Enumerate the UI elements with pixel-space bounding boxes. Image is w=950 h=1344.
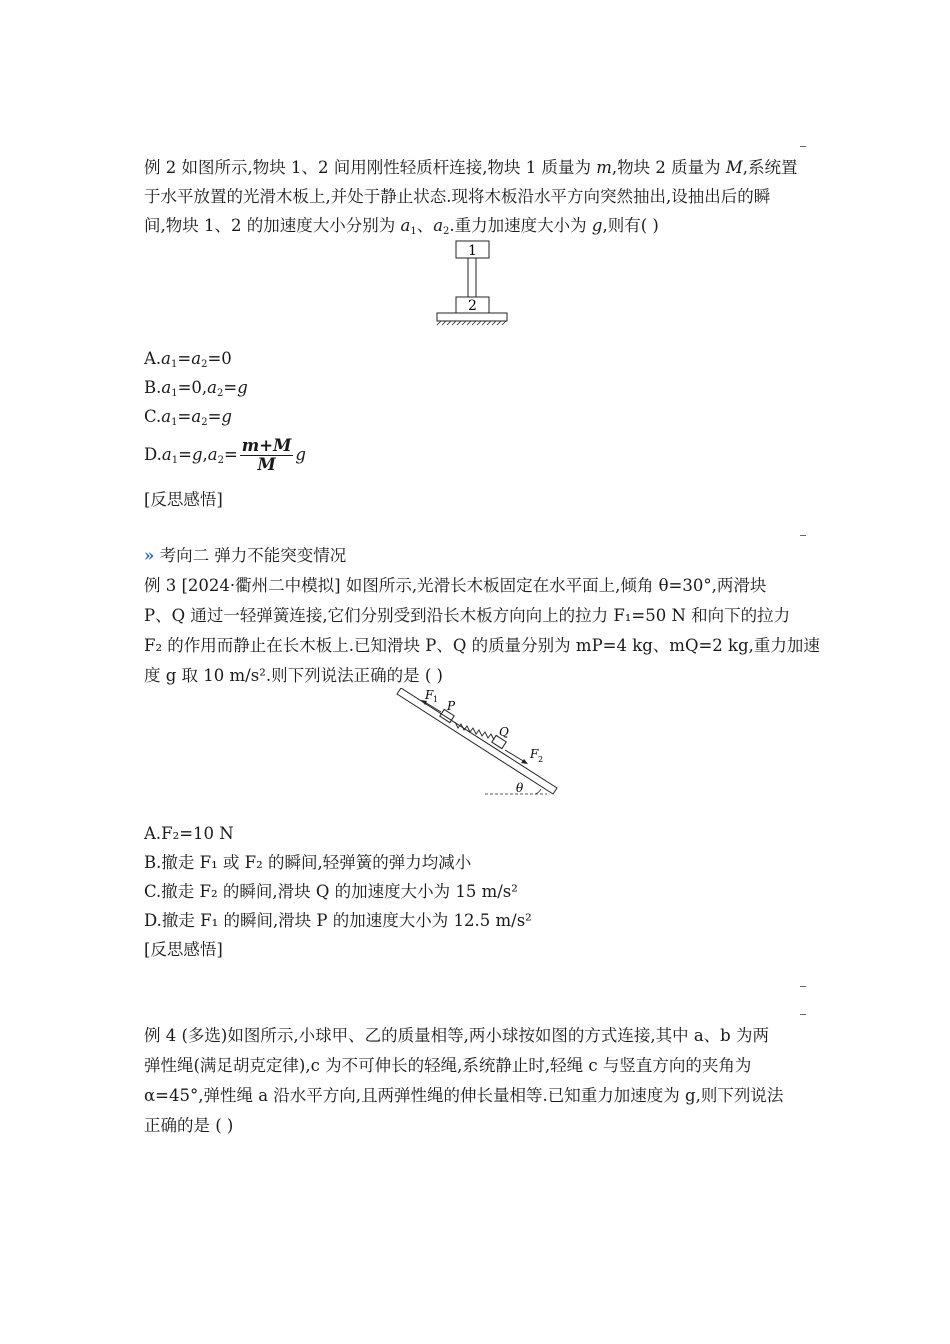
margin-mark: [800, 535, 806, 536]
fraction: $\frac{m+M}{M}$: [241, 436, 292, 474]
ex2-line-1: 例 2 如图所示,物块 1、2 间用刚性轻质杆连接,物块 1 质量为 m,物块 2 质量为 M,系统置: [144, 158, 798, 177]
double-chevron-icon: »: [144, 546, 155, 565]
f1-label: F: [425, 688, 434, 702]
ex3-option-b: B.撤走 F₁ 或 F₂ 的瞬间,轻弹簧的弹力均减小: [144, 853, 472, 872]
block-2-label: 2: [468, 298, 477, 314]
ex3-line-1: 例 3 [2024·衢州二中模拟] 如图所示,光滑长木板固定在水平面上,倾角 θ=30°,两滑块: [144, 576, 767, 595]
ex3-option-d: D.撤走 F₁ 的瞬间,滑块 P 的加速度大小为 12.5 m/s²: [144, 911, 532, 930]
svg-text:1: 1: [433, 695, 439, 704]
ex2-option-b: $B.a_1=0,a_2=g$: [144, 378, 248, 399]
blocks-rod-figure: [430, 240, 515, 330]
margin-mark: [800, 986, 806, 987]
ex4-line-3: α=45°,弹性绳 a 沿水平方向,且两弹性绳的伸长量相等.已知重力加速度为 g,则下列说法: [144, 1086, 784, 1105]
ex3-line-2: P、Q 通过一轻弹簧连接,它们分别受到沿长木板方向向上的拉力 F₁=50 N 和向下的拉力: [144, 606, 791, 625]
theta-label: θ: [516, 781, 524, 795]
incline-figure: [385, 688, 565, 803]
ex2-option-a: $A.a_1=a_2=0$: [144, 349, 232, 370]
ex2-line-3: 间,物块 1、2 的加速度大小分别为 $a_1$、$a_2$.重力加速度大小为 g,则有( ): [144, 216, 659, 237]
f2-label: F: [530, 747, 539, 761]
ex2-option-d: $D.a_1=g,a_2=$ $\frac{m+M}{M}$ g: [144, 436, 306, 474]
ex2-option-c: $C.a_1=a_2=g$: [144, 407, 232, 428]
ex4-line-2: 弹性绳(满足胡克定律),c 为不可伸长的轻绳,系统静止时,轻绳 c 与竖直方向的夹角为: [144, 1056, 752, 1075]
ex2-line-2: 于水平放置的光滑木板上,并处于静止状态.现将木板沿水平方向突然抽出,设抽出后的瞬: [144, 187, 771, 206]
ex3-option-a: A.F₂=10 N: [144, 824, 234, 843]
ex2-reflect: [反思感悟]: [144, 490, 223, 509]
margin-mark: [800, 1014, 806, 1015]
ex3-option-c: C.撤走 F₂ 的瞬间,滑块 Q 的加速度大小为 15 m/s²: [144, 882, 518, 901]
ex3-line-4: 度 g 取 10 m/s².则下列说法正确的是 ( ): [144, 666, 443, 685]
svg-text:2: 2: [538, 755, 544, 764]
p-label: P: [447, 699, 456, 713]
ex3-line-3: F₂ 的作用而静止在长木板上.已知滑块 P、Q 的质量分别为 mP=4 kg、mQ=2 kg,重力加速: [144, 636, 820, 655]
q-label: Q: [499, 725, 509, 739]
block-1-label: 1: [468, 243, 477, 259]
direction-2-heading: » 考向二 弹力不能突变情况: [144, 546, 347, 565]
margin-mark: [800, 146, 806, 147]
ex4-line-1: 例 4 (多选)如图所示,小球甲、乙的质量相等,两小球按如图的方式连接,其中 a、b 为两: [144, 1026, 769, 1045]
ex4-line-4: 正确的是 ( ): [144, 1116, 234, 1135]
ex3-reflect: [反思感悟]: [144, 940, 223, 959]
